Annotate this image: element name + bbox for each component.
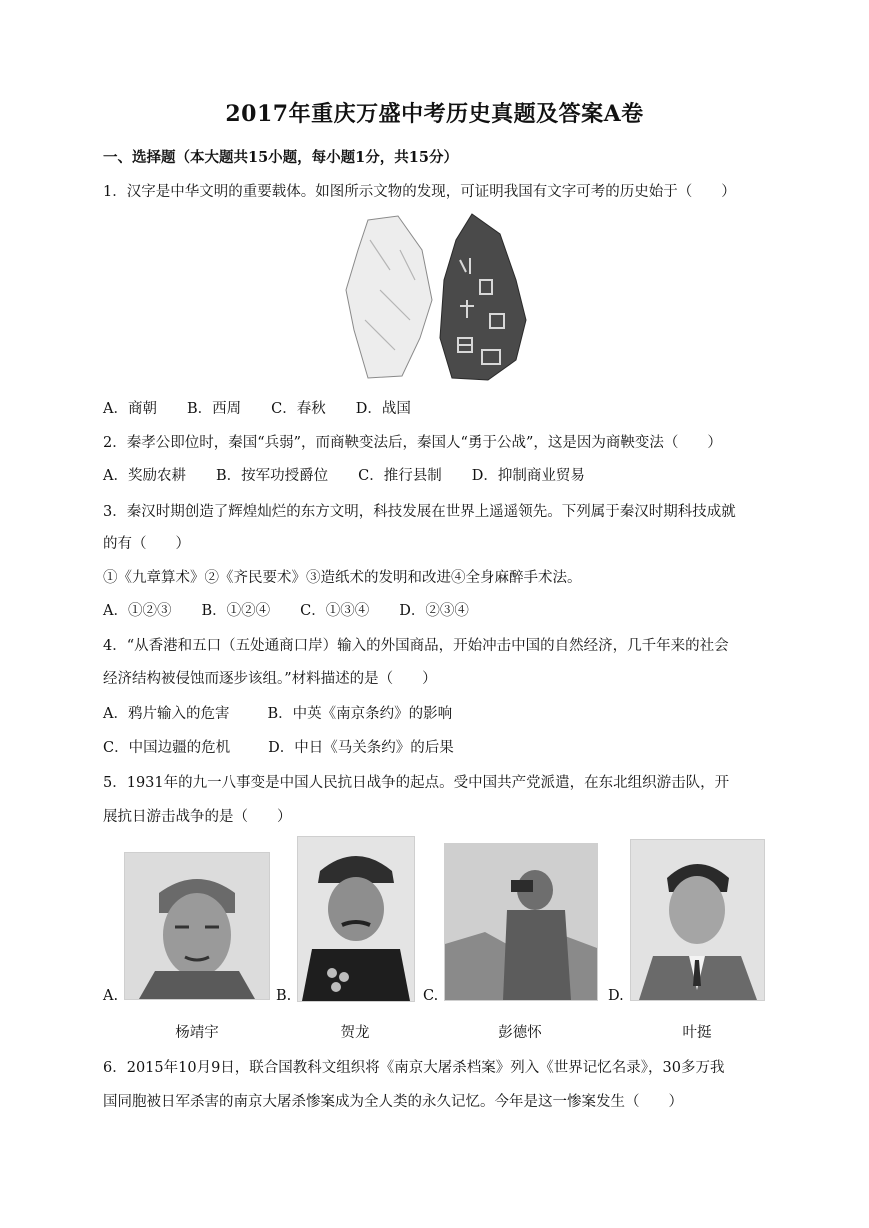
portrait-photo-b[interactable] bbox=[297, 836, 415, 1002]
q1-options bbox=[103, 397, 441, 418]
q1-option-d[interactable]: D．战国 bbox=[355, 401, 411, 417]
page-title: 2017年重庆万盛中考历史真题及答案A卷 bbox=[225, 101, 644, 127]
q3-stem-line2: 的有（ ） bbox=[103, 536, 190, 552]
q2-option-b[interactable]: B．按军功授爵位 bbox=[215, 468, 329, 484]
q6-stem-line2: 国同胞被日军杀害的南京大屠杀惨案成为全人类的永久记忆。今年是这一惨案发生（ ） bbox=[103, 1094, 683, 1110]
q4-option-a[interactable]: A．鸦片输入的危害 bbox=[103, 706, 230, 722]
q3-option-d[interactable]: D．②③④ bbox=[399, 603, 469, 619]
q4-option-d[interactable]: D．中日《马关条约》的后果 bbox=[268, 740, 454, 756]
q1-stem: 1．汉字是中华文明的重要载体。如图所示文物的发现，可证明我国有文字可考的历史始于（ ） bbox=[103, 184, 736, 200]
q3-option-a[interactable]: A．①②③ bbox=[103, 603, 172, 619]
section-heading: 一、选择题（本大题共15小题，每小题1分，共15分） bbox=[103, 149, 458, 166]
q5-option-c-letter[interactable]: C. bbox=[423, 988, 439, 1004]
q3-item-list: ①《九章算术》②《齐民要术》③造纸术的发明和改进④全身麻醉手术法。 bbox=[103, 570, 582, 586]
portrait-photo-c[interactable] bbox=[444, 843, 598, 1001]
q5-caption-d: 叶挺 bbox=[682, 1025, 712, 1041]
q5-caption-a: 杨靖宇 bbox=[175, 1025, 219, 1041]
q2-option-d[interactable]: D．抑制商业贸易 bbox=[471, 468, 585, 484]
q2-options bbox=[103, 464, 615, 485]
q4-options-row1 bbox=[103, 702, 482, 723]
q5-option-d-letter[interactable]: D. bbox=[608, 988, 624, 1004]
q1-option-b[interactable]: B．西周 bbox=[186, 401, 242, 417]
q5-caption-b: 贺龙 bbox=[340, 1025, 370, 1041]
portrait-photo-d[interactable] bbox=[630, 839, 765, 1001]
q4-options-row2 bbox=[103, 736, 484, 757]
q4-option-c[interactable]: C．中国边疆的危机 bbox=[103, 740, 231, 756]
q3-option-c[interactable]: C．①③④ bbox=[300, 603, 370, 619]
q2-option-a[interactable]: A．奖励农耕 bbox=[103, 468, 186, 484]
q4-option-b[interactable]: B．中英《南京条约》的影响 bbox=[267, 706, 453, 722]
portrait-photo-a[interactable] bbox=[124, 852, 270, 1000]
q2-stem: 2．秦孝公即位时，秦国“兵弱”，而商鞅变法后，秦国人“勇于公战”，这是因为商鞅变法（ ） bbox=[103, 435, 722, 451]
q4-stem-line2: 经济结构被侵蚀而逐步该组。”材料描述的是（ ） bbox=[103, 671, 437, 687]
q2-option-c[interactable]: C．推行县制 bbox=[358, 468, 442, 484]
q4-stem-line1: 4．“从香港和五口（五处通商口岸）输入的外国商品，开始冲击中国的自然经济，几千年来的社会 bbox=[103, 638, 729, 654]
q5-stem-line2: 展抗日游击战争的是（ ） bbox=[103, 809, 292, 825]
q1-option-c[interactable]: C．春秋 bbox=[271, 401, 326, 417]
q3-stem-line1: 3．秦汉时期创造了辉煌灿烂的东方文明，科技发展在世界上遥遥领先。下列属于秦汉时期科技成就 bbox=[103, 504, 736, 520]
q5-caption-c: 彭德怀 bbox=[498, 1025, 542, 1041]
q3-option-b[interactable]: B．①②④ bbox=[201, 603, 271, 619]
q3-options bbox=[103, 599, 499, 620]
q1-option-a[interactable]: A．商朝 bbox=[103, 401, 157, 417]
q6-stem-line1: 6．2015年10月9日，联合国教科文组织将《南京大屠杀档案》列入《世界记忆名录》，30多万我 bbox=[103, 1060, 725, 1076]
oracle-bone-image bbox=[340, 210, 532, 382]
q5-option-b-letter[interactable]: B. bbox=[276, 988, 292, 1004]
q5-stem-line1: 5．1931年的九一八事变是中国人民抗日战争的起点。受中国共产党派遣，在东北组织游击队，开 bbox=[103, 775, 730, 791]
q5-option-a-letter[interactable]: A. bbox=[103, 988, 119, 1004]
